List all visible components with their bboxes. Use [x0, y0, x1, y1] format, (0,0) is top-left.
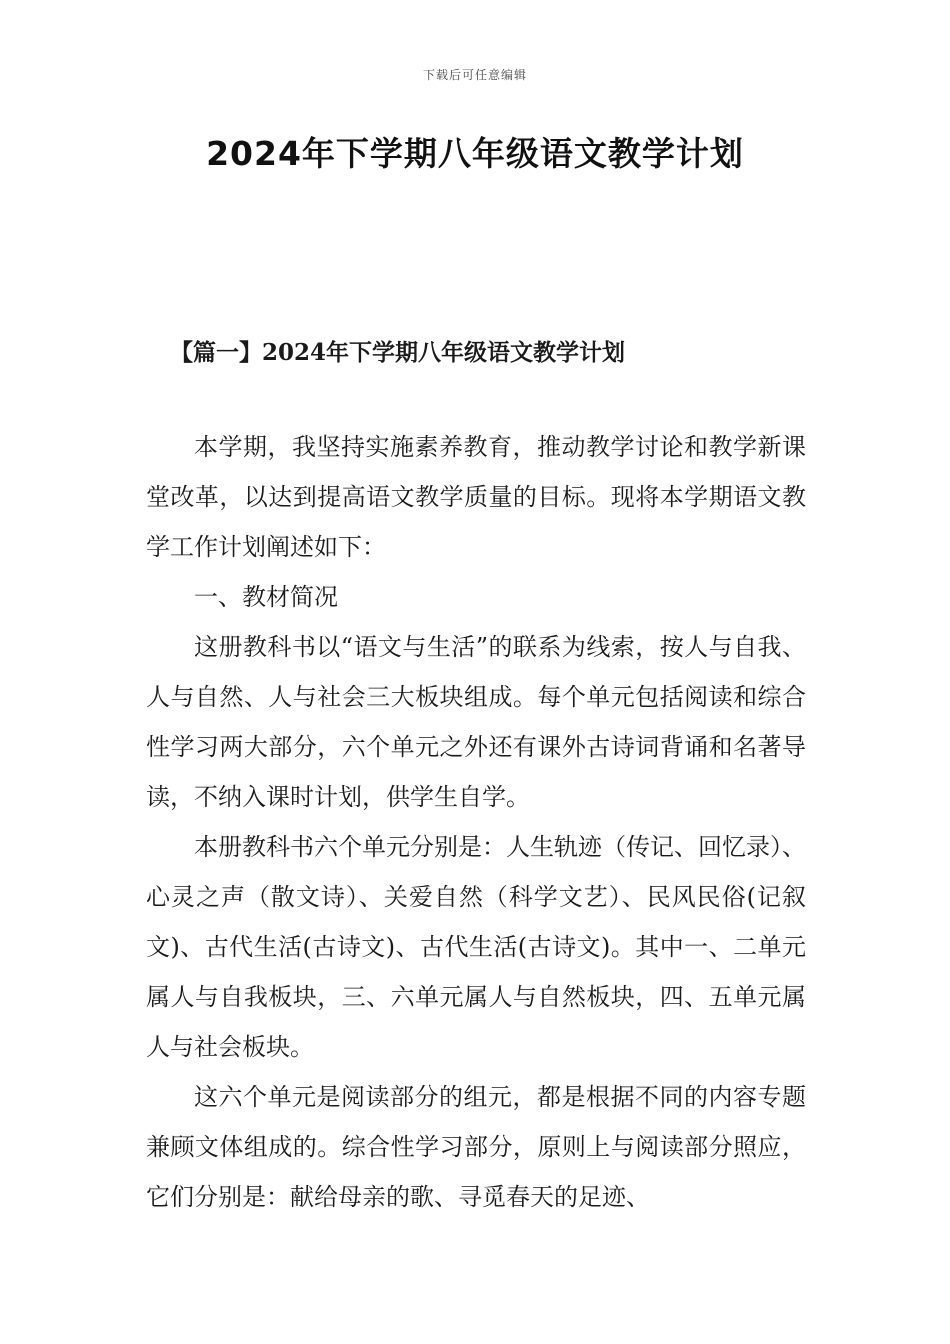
- paragraph-heading-materials: 一、教材简况: [194, 583, 338, 611]
- paragraph-materials-overview: 这册教科书以“语文与生活”的联系为线索，按人与自我、人与自然、人与社会三大板块组成。每个单元包括阅读和综合性学习两大部分，六个单元之外还有课外古诗词背诵和名著导读，不纳入课时计划，供学生自学。: [146, 633, 806, 811]
- document-title: 2024年下学期八年级语文教学计划: [206, 134, 744, 173]
- header-note: 下载后可任意编辑: [422, 68, 527, 82]
- document-body: [146, 422, 806, 1222]
- section-heading: 【篇一】2024年下学期八年级语文教学计划: [170, 339, 626, 366]
- paragraph-units-list: 本册教科书六个单元分别是：人生轨迹（传记、回忆录）、心灵之声（散文诗）、关爱自然（科学文艺）、民风民俗(记叙文)、古代生活(古诗文)、古代生活(古诗文)。其中一、二单元属人与自我板块，三、六单元属人与自然板块，四、五单元属人与社会板块。: [146, 833, 806, 1061]
- paragraph-units-structure: 这六个单元是阅读部分的组元，都是根据不同的内容专题兼顾文体组成的。综合性学习部分，原则上与阅读部分照应，它们分别是：献给母亲的歌、寻觅春天的足迹、: [146, 1083, 806, 1211]
- paragraph-intro: 本学期，我坚持实施素养教育，推动教学讨论和教学新课堂改革，以达到提高语文教学质量的目标。现将本学期语文教学工作计划阐述如下：: [146, 433, 806, 561]
